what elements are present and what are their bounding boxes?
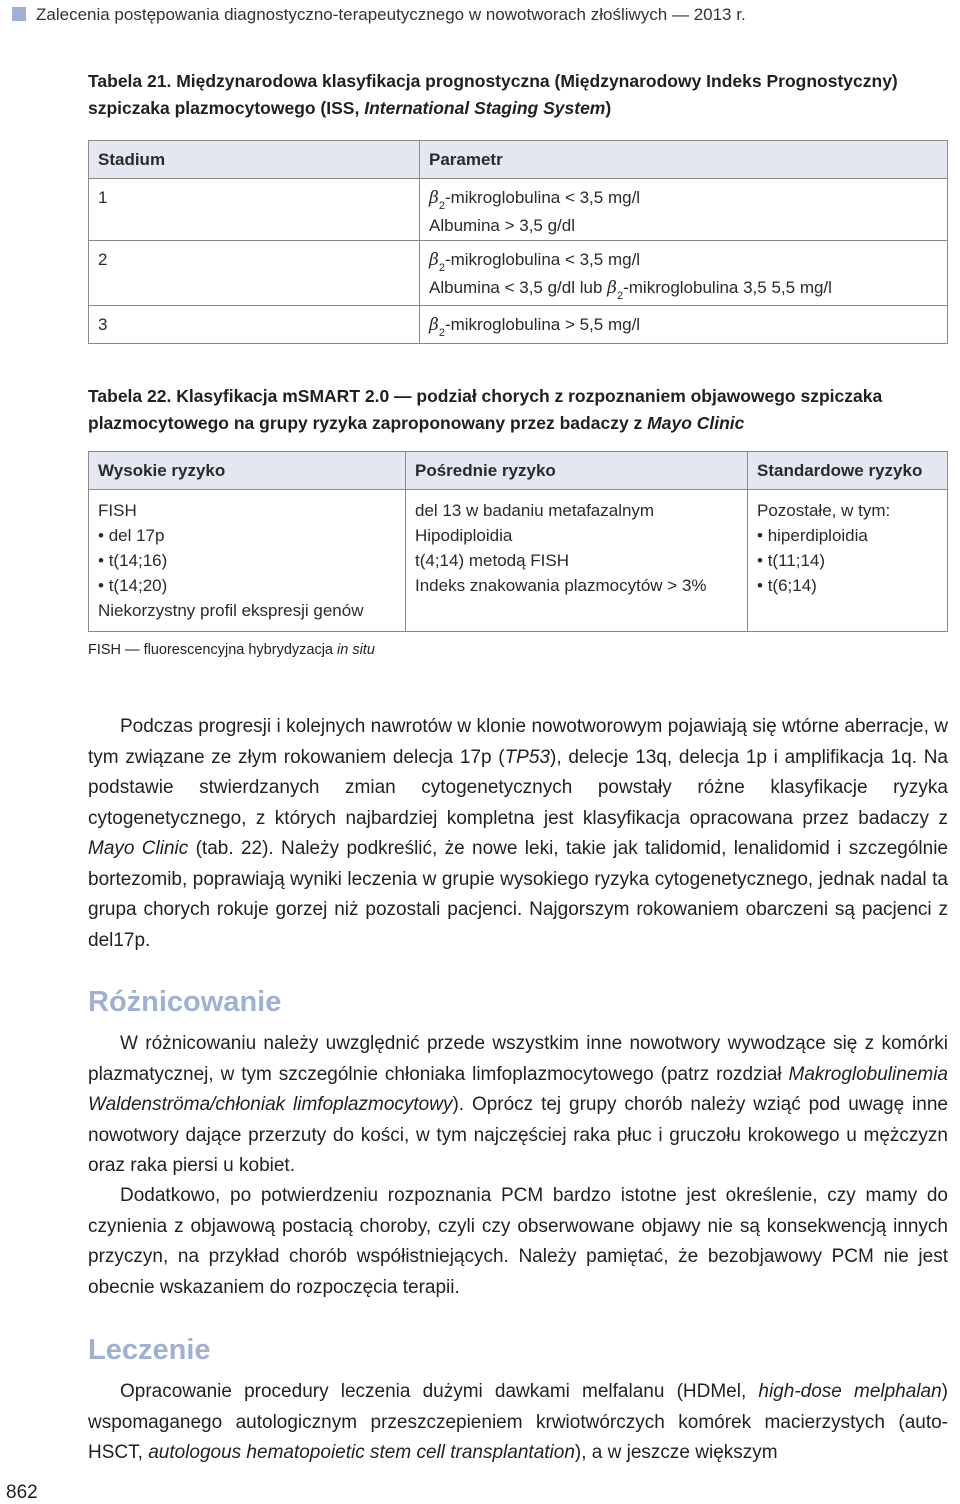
col-param: Parametr <box>420 141 948 179</box>
list-item: • t(14;16) <box>98 548 396 573</box>
msmart-header-row <box>89 452 948 490</box>
header-text: Zalecenia postępowania diagnostyczno-terapeutycznego w nowotworach złośliwych — 2013 r. <box>36 5 746 24</box>
list-item: • t(6;14) <box>757 573 938 598</box>
col-stage: Stadium <box>89 141 420 179</box>
section-heading-differential: Różnicowanie <box>88 986 282 1018</box>
table-row <box>89 179 948 241</box>
list-item: • hiperdiploidia <box>757 523 938 548</box>
param-cell: $\beta_2$-mikroglobulina > 5,5 mg/l <box>420 306 948 344</box>
param-cell: $\beta_2$-mikroglobulina < 3,5 mg/l Albumina < 3,5 g/dl lub $\beta_2$-mikroglobulina 3,5 5,5 mg/l <box>420 241 948 306</box>
list-item: • del 17p <box>98 523 396 548</box>
high-risk-cell: FISH • del 17p • t(14;16) • t(14;20) Niekorzystny profil ekspresji genów <box>89 490 406 632</box>
std-risk-cell: Pozostałe, w tym: • hiperdiploidia • t(11;14) • t(6;14) <box>748 490 948 632</box>
iss-table <box>88 140 948 344</box>
list-item: • t(11;14) <box>757 548 938 573</box>
col-high-risk: Wysokie ryzyko <box>89 452 406 490</box>
paragraph-pcm: Dodatkowo, po potwierdzeniu rozpoznania PCM bardzo istotne jest określenie, czy mamy do czynienia z objawową postacią choroby, czyli czy obserwowane objawy nie są konsekwencją innych przyczyn, na przykład chorób współistniejących. Należy pamiętać, że bezobjawowy PCM nie jest obecnie wskazaniem do rozpoczęcia terapii. <box>88 1185 948 1298</box>
running-header <box>12 5 746 25</box>
mid-risk-cell: del 13 w badaniu metafazalnym Hipodiploidia t(4;14) metodą FISH Indeks znakowania plazmocytów > 3% <box>406 490 748 632</box>
stage-cell: 2 <box>89 241 420 306</box>
iss-header-row <box>89 141 948 179</box>
paragraph-treatment: Opracowanie procedury leczenia dużymi dawkami melfalanu (HDMel, high-dose melphalan) wspomaganego autologicznym przeszczepieniem krwiotwórczych komórek macierzystych (auto-HSCT, autologous hematopoietic stem cell transplantation), a w jeszcze większym <box>88 1381 948 1463</box>
table21-caption: Tabela 21. Międzynarodowa klasyfikacja prognostyczna (Międzynarodowy Indeks Prognostyczny) szpiczaka plazmocytowego (ISS, International Staging System) <box>88 71 898 118</box>
page-number: 862 <box>6 1482 38 1503</box>
table-row <box>89 241 948 306</box>
stage-cell: 3 <box>89 306 420 344</box>
stage-cell: 1 <box>89 179 420 241</box>
table22-caption: Tabela 22. Klasyfikacja mSMART 2.0 — podział chorych z rozpoznaniem objawowego szpiczaka plazmocytowego na grupy ryzyka zaproponowany przez badaczy z Mayo Clinic <box>88 386 883 433</box>
table-row <box>89 306 948 344</box>
list-item: • t(14;20) <box>98 573 396 598</box>
col-std-risk: Standardowe ryzyko <box>748 452 948 490</box>
table-row <box>89 490 948 632</box>
table-footnote: FISH — fluorescencyjna hybrydyzacja in situ <box>88 642 375 658</box>
section-heading-treatment: Leczenie <box>88 1334 211 1366</box>
paragraph-progression: Podczas progresji i kolejnych nawrotów w klonie nowotworowym pojawiają się wtórne aberracje, w tym związane ze złym rokowaniem delecja 17p (TP53), delecje 13q, delecja 1p i amplifikacja 1q. Na podstawie stwierdzanych zmian cytogenetycznych powstały różne klasyfikacje ryzyka cytogenetycznego, z których najbardziej kompletna jest klasyfikacja opracowana przez badaczy z Mayo Clinic (tab. 22). Należy podkreślić, że nowe leki, takie jak talidomid, lenalidomid i szczególnie bortezomib, poprawiają wyniki leczenia w grupie wysokiego ryzyka cytogenetycznego, jednak nadal ta grupa chorych rokuje gorzej niż pozostali pacjenci. Najgorszym rokowaniem obarczeni są pacjenci z del17p. <box>88 716 948 951</box>
paragraph-differential: W różnicowaniu należy uwzględnić przede wszystkim inne nowotwory wywodzące się z komórki plazmatycznej, w tym szczególnie chłoniaka limfoplazmocytowego (patrz rozdział Makroglobulinemia Waldenströma/chłoniak limfoplazmocytowy). Oprócz tej grupy chorób należy wziąć pod uwagę inne nowotwory dające przerzuty do kości, w tym najczęściej raka płuc i gruczołu krokowego u mężczyzn oraz raka piersi u kobiet. <box>88 1033 948 1176</box>
std-risk-list <box>757 523 938 598</box>
high-risk-list <box>98 523 396 598</box>
header-square-icon <box>12 7 26 21</box>
param-cell: $\beta_2$-mikroglobulina < 3,5 mg/l Albumina > 3,5 g/dl <box>420 179 948 241</box>
msmart-table <box>88 451 948 632</box>
col-mid-risk: Pośrednie ryzyko <box>406 452 748 490</box>
